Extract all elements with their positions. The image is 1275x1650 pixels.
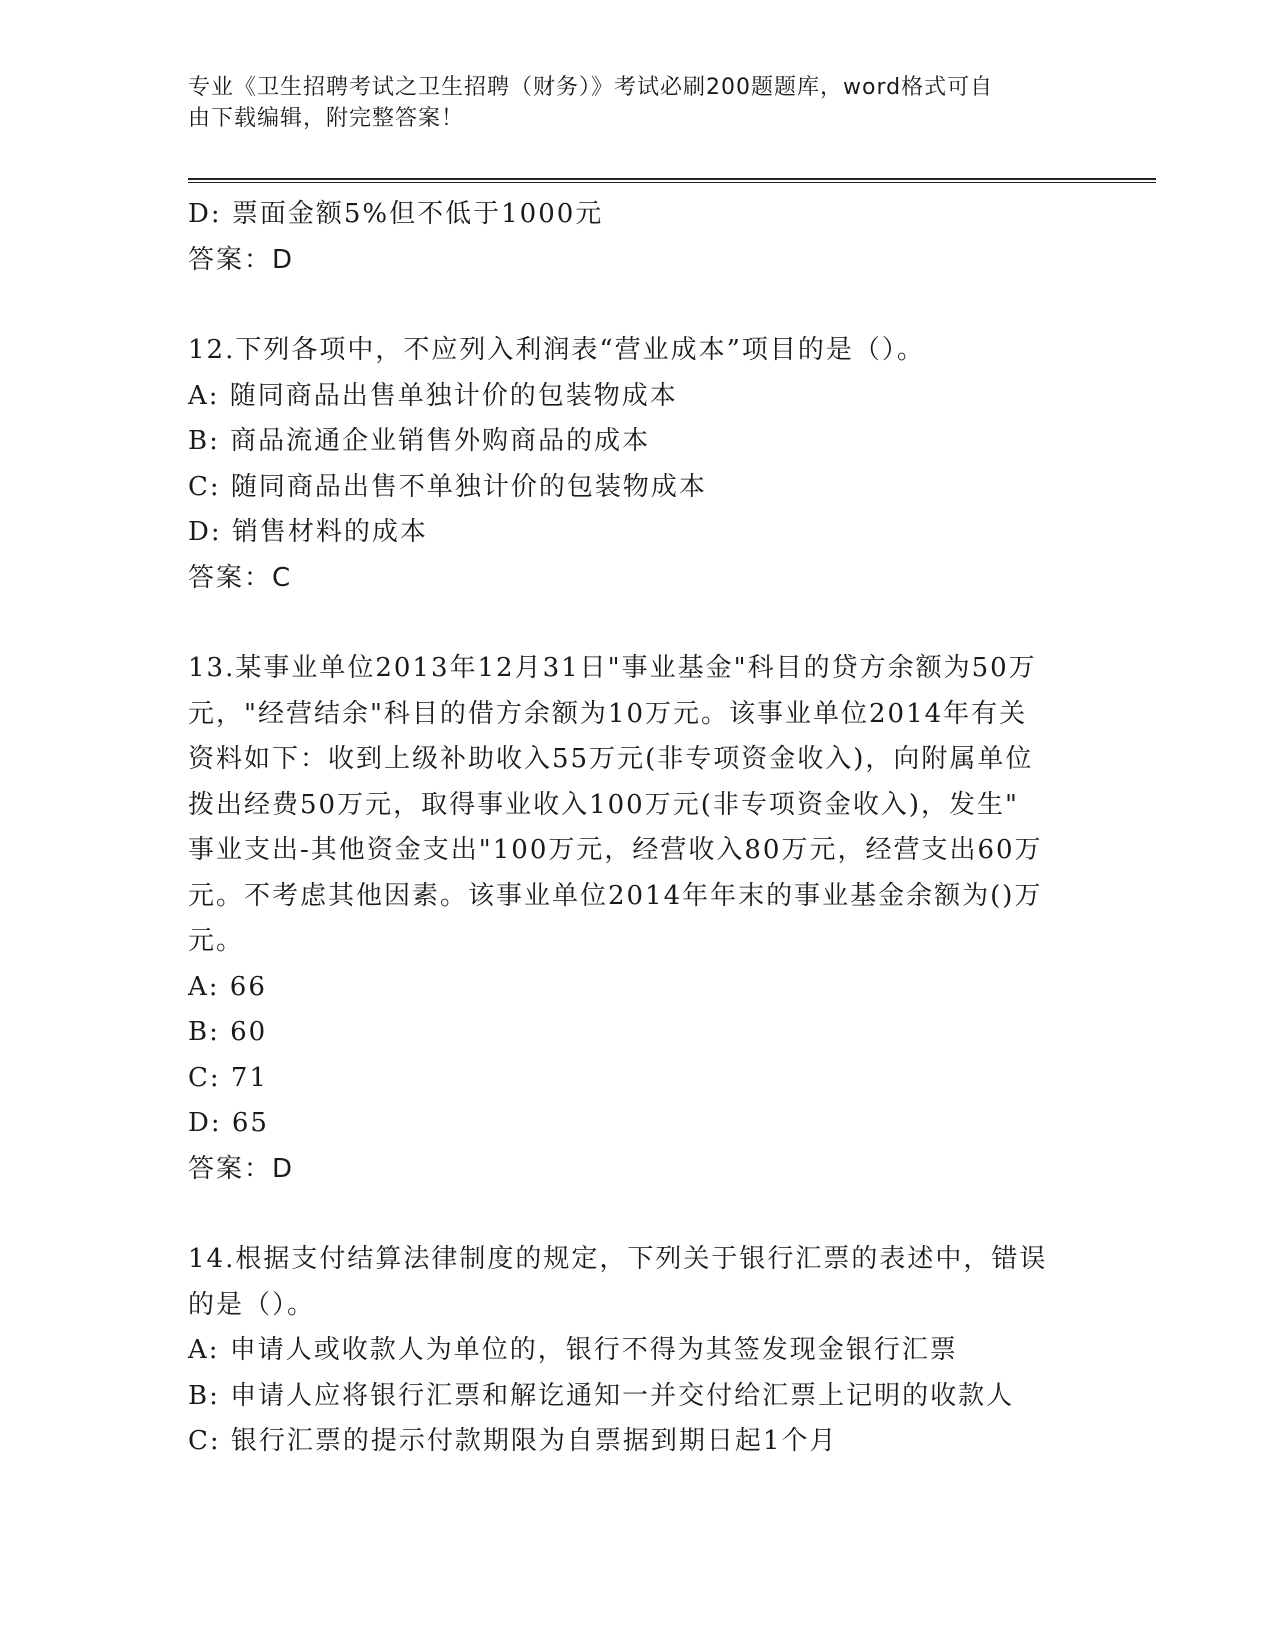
q13-option-b: B: 60	[188, 1017, 268, 1047]
spacer	[188, 601, 1088, 646]
q13-stem-line-6: 元。不考虑其他因素。该事业单位2014年年末的事业基金余额为()万	[188, 880, 1043, 911]
q13-option-a: A: 66	[188, 971, 267, 1002]
q13-stem-line-5: 事业支出-其他资金支出"100万元，经营收入80万元，经营支出60万	[188, 835, 1043, 865]
header-title-line-1: 专业《卫生招聘考试之卫生招聘（财务）》考试必刷200题题库，word格式可自	[188, 75, 994, 100]
document-header	[188, 72, 1088, 134]
header-divider	[188, 178, 1156, 183]
q12-answer: 答案：C	[188, 562, 293, 593]
q12-stem: 12.下列各项中，不应列入利润表“营业成本”项目的是（）。	[188, 335, 925, 365]
q12-option-a: A: 随同商品出售单独计价的包装物成本	[188, 380, 678, 411]
question-13	[188, 646, 1088, 1192]
q14-option-a: A: 申请人或收款人为单位的，银行不得为其签发现金银行汇票	[188, 1335, 958, 1365]
q14-stem-line-1: 14.根据支付结算法律制度的规定，下列关于银行汇票的表述中，错误	[188, 1244, 1048, 1274]
document-body	[188, 192, 1088, 1465]
question-12	[188, 328, 1088, 601]
header-title-line-2: 由下载编辑，附完整答案！	[188, 106, 465, 131]
prev-answer: 答案：D	[188, 244, 295, 275]
q13-stem-line-3: 资料如下：收到上级补助收入55万元(非专项资金收入)，向附属单位	[188, 744, 1034, 774]
question-14	[188, 1237, 1088, 1465]
q12-option-b: B: 商品流通企业销售外购商品的成本	[188, 426, 651, 456]
q12-option-d: D: 销售材料的成本	[188, 517, 428, 547]
q14-stem-line-2: 的是（）。	[188, 1289, 316, 1320]
q14-option-c: C: 银行汇票的提示付款期限为自票据到期日起1个月	[188, 1426, 838, 1456]
q14-option-b: B: 申请人应将银行汇票和解讫通知一并交付给汇票上记明的收款人	[188, 1380, 1015, 1411]
prev-option-d: D: 票面金额5%但不低于1000元	[188, 199, 604, 229]
spacer	[188, 283, 1088, 328]
q13-option-d: D: 65	[188, 1108, 269, 1138]
q13-answer: 答案：D	[188, 1153, 295, 1184]
q12-option-c: C: 随同商品出售不单独计价的包装物成本	[188, 471, 707, 502]
q13-stem-line-7: 元。	[188, 926, 245, 956]
q13-stem-line-2: 元，"经营结余"科目的借方余额为10万元。该事业单位2014年有关	[188, 698, 1028, 729]
q13-stem-line-1: 13.某事业单位2013年12月31日"事业基金"科目的贷方余额为50万	[188, 653, 1037, 683]
q13-stem-line-4: 拨出经费50万元，取得事业收入100万元(非专项资金收入)，发生"	[188, 789, 1019, 820]
q13-option-c: C: 71	[188, 1062, 269, 1093]
spacer	[188, 1192, 1088, 1237]
